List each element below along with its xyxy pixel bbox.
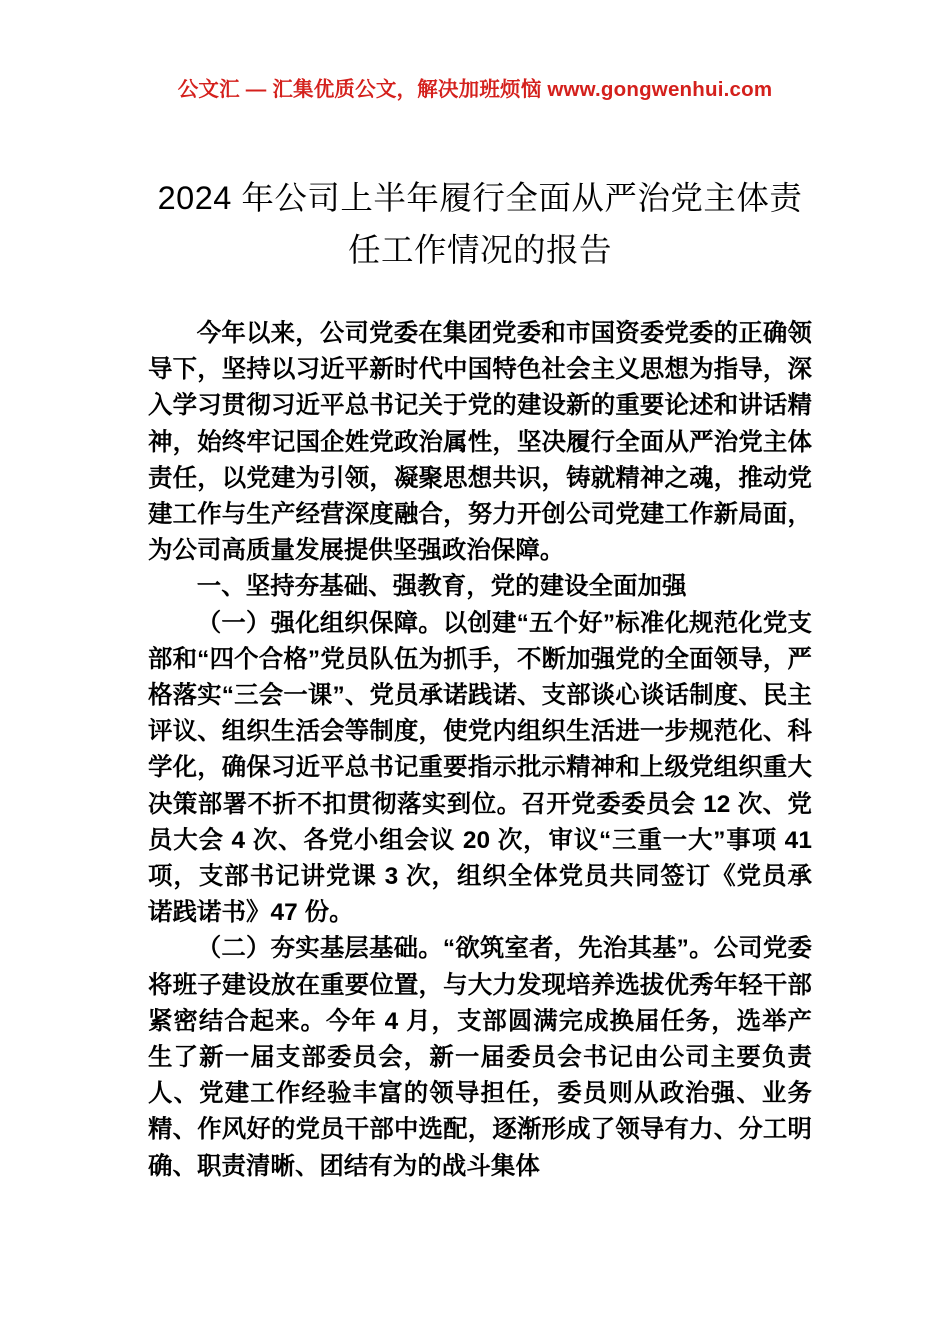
document-content [148,0,812,1185]
paragraph-section-1-2: （二）夯实基层基础。“欲筑室者，先治其基”。公司党委将班子建设放在重要位置，与大力发现培养选拔优秀年轻干部紧密结合起来。今年 4 月，支部圆满完成换届任务，选举产生了新一届支部委员会，新一届委员会书记由公司主要负责人、党建工作经验丰富的领导担任，委员则从政治强、业务精、作风好的党员干部中选配，逐渐形成了领导有力、分工明确、职责清晰、团结有为的战斗集体 [148,935,812,1180]
watermark-url-text: www.gongwenhui.com [547,78,773,101]
page-title: 2024 年公司上半年履行全面从严治党主体责任工作情况的报告 [157,180,803,268]
document-body [148,316,812,1185]
paragraph-section-1-1: （一）强化组织保障。以创建“五个好”标准化规范化党支部和“四个合格”党员队伍为抓手，不断加强党的全面领导，严格落实“三会一课”、党员承诺践诺、支部谈心谈话制度、民主评议、组织生活会等制度，使党内组织生活进一步规范化、科学化，确保习近平总书记重要指示批示精神和上级党组织重大决策部署不折不扣贯彻落实到位。召开党委委员会 12 次、党员大会 4 次、各党小组会议 20 次，审议“三重一大”事项 41 项，支部书记讲党课 3 次，组织全体党员共同签订《党员承诺践诺书》47 份。 [148,609,812,927]
section-heading-1: 一、坚持夯基础、强教育，党的建设全面加强 [196,573,687,601]
watermark-brand-text: 公文汇 — 汇集优质公文，解决加班烦恼 [177,78,542,101]
paragraph-intro: 今年以来，公司党委在集团党委和市国资委党委的正确领导下，坚持以习近平新时代中国特色社会主义思想为指导，深入学习贯彻习近平总书记关于党的建设新的重要论述和讲话精神，始终牢记国企姓党政治属性，坚决履行全面从严治党主体责任，以党建为引领，凝聚思想共识，铸就精神之魂，推动党建工作与生产经营深度融合，努力开创公司党建工作新局面，为公司高质量发展提供坚强政治保障。 [148,320,812,565]
